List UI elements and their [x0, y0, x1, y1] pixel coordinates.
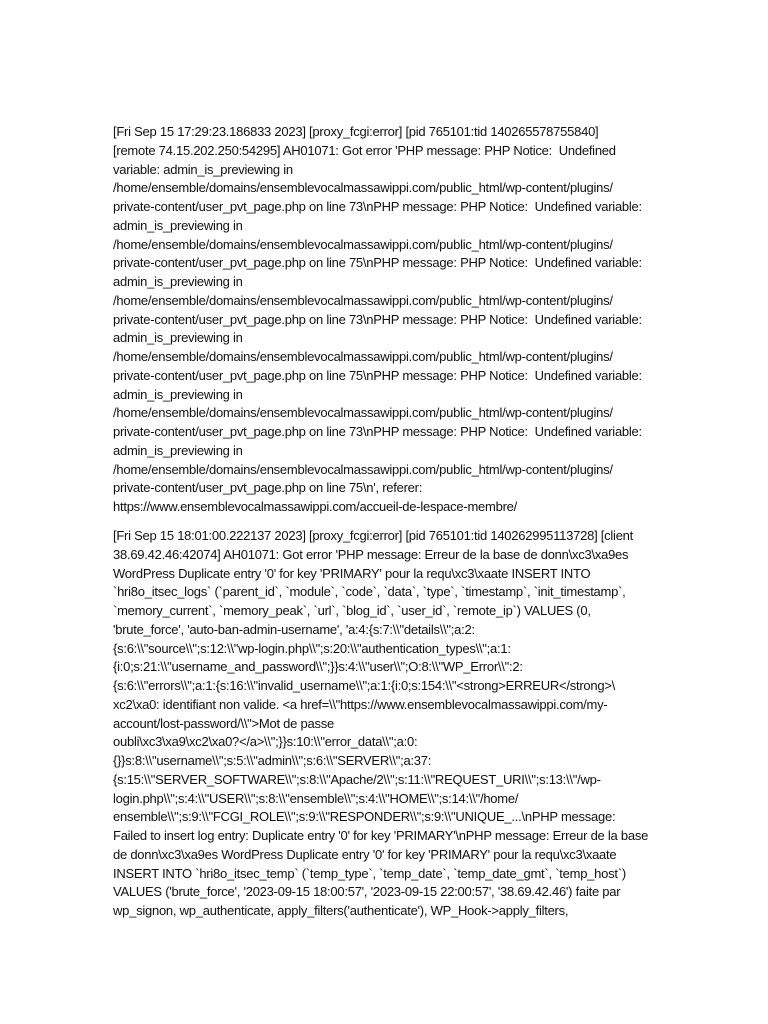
log-line: oubli\xc3\xa9\xc2\xa0?</a>\\";}}s:10:\\"error_data\\";a:0:: [113, 734, 418, 750]
log-line: INSERT INTO `hri8o_itsec_temp` (`temp_type`, `temp_date`, `temp_date_gmt`, `temp_host`): [113, 865, 626, 881]
log-line: 'brute_force', 'auto-ban-admin-username', 'a:4:{s:7:\\"details\\";a:2:: [113, 621, 475, 637]
log-line: {}}s:8:\\"username\\";s:5:\\"admin\\";s:6:\\"SERVER\\";a:37:: [113, 753, 432, 768]
log-line: login.php\\";s:4:\\"USER\\";s:8:\\"ensemble\\";s:4:\\"HOME\\";s:14:\\"/home/: [113, 790, 519, 806]
log-line: private-content/user_pvt_page.php on line 73\nPHP message: PHP Notice: Undefined variable:: [113, 311, 642, 327]
log-line: Failed to insert log entry: Duplicate entry '0' for key 'PRIMARY'\nPHP message: Erreur de la base: [113, 828, 649, 843]
log-line: private-content/user_pvt_page.php on line 73\nPHP message: PHP Notice: Undefined variable:: [113, 199, 642, 214]
log-line: /home/ensemble/domains/ensemblevocalmassawippi.com/public_html/wp-content/plugins/: [113, 349, 613, 364]
log-line: {s:6:\\"source\\";s:12:\\"wp-login.php\\";s:20:\\"authentication_types\\";a:1:: [113, 640, 511, 656]
log-line: {s:6:\\"errors\\";a:1:{s:16:\\"invalid_username\\";a:1:{i:0;s:154:\\"<strong>ERREUR</strong>\: [113, 678, 616, 693]
log-line: admin_is_previewing in: [113, 217, 243, 233]
log-line: 38.69.42.46:42074] AH01071: Got error 'PHP message: Erreur de la base de donn\xc3\xa9es: [113, 546, 629, 562]
log-line: wp_signon, wp_authenticate, apply_filters('authenticate'), WP_Hook->apply_filters,: [113, 903, 569, 918]
log-line: private-content/user_pvt_page.php on line 75\nPHP message: PHP Notice: Undefined variable:: [113, 367, 642, 383]
log-line: [Fri Sep 15 17:29:23.186833 2023] [proxy_fcgi:error] [pid 765101:tid 140265578755840]: [113, 124, 599, 139]
log-line: admin_is_previewing in: [113, 386, 243, 402]
log-line: xc2\xa0: identifiant non valide. <a href=\\"https://www.ensemblevocalmassawippi.com/my-: [113, 696, 608, 712]
log-line: admin_is_previewing in: [113, 274, 243, 289]
log-line: {i:0;s:21:\\"username_and_password\\";}}s:4:\\"user\\";O:8:\\"WP_Error\\":2:: [113, 659, 523, 675]
log-line: /home/ensemble/domains/ensemblevocalmassawippi.com/public_html/wp-content/plugins/: [113, 461, 613, 477]
log-line: /home/ensemble/domains/ensemblevocalmassawippi.com/public_html/wp-content/plugins/: [113, 405, 613, 421]
log-line: [remote 74.15.202.250:54295] AH01071: Got error 'PHP message: PHP Notice: Undefined: [113, 142, 616, 158]
log-line: `hri8o_itsec_logs` (`parent_id`, `module`, `code`, `data`, `type`, `timestamp`, `init_timestamp`,: [113, 584, 626, 600]
log-line: de donn\xc3\xa9es WordPress Duplicate entry '0' for key 'PRIMARY' pour la requ\xc3\xaate: [113, 846, 617, 862]
log-line: [Fri Sep 15 18:01:00.222137 2023] [proxy_fcgi:error] [pid 765101:tid 140262995113728] [client: [113, 528, 634, 543]
log-line: /home/ensemble/domains/ensemblevocalmassawippi.com/public_html/wp-content/plugins/: [113, 180, 613, 196]
log-line: ensemble\\";s:9:\\"FCGI_ROLE\\";s:9:\\"RESPONDER\\";s:9:\\"UNIQUE_...\nPHP message:: [113, 809, 616, 825]
log-line: https://www.ensemblevocalmassawippi.com/accueil-de-lespace-membre/: [113, 499, 518, 514]
log-line: private-content/user_pvt_page.php on line 73\nPHP message: PHP Notice: Undefined variable:: [113, 424, 642, 439]
log-line: /home/ensemble/domains/ensemblevocalmassawippi.com/public_html/wp-content/plugins/: [113, 292, 613, 308]
log-line: admin_is_previewing in: [113, 442, 243, 458]
log-line: variable: admin_is_previewing in: [113, 161, 293, 177]
log-line: private-content/user_pvt_page.php on line 75\nPHP message: PHP Notice: Undefined variable:: [113, 255, 642, 271]
log-line: `memory_current`, `memory_peak`, `url`, `blog_id`, `user_id`, `remote_ip`) VALUES (0,: [113, 603, 591, 618]
log-entry-2: [113, 527, 768, 921]
log-entry-1: [113, 123, 768, 517]
log-line: VALUES ('brute_force', '2023-09-15 18:00:57', '2023-09-15 22:00:57', '38.69.42.46') faite par: [113, 884, 621, 900]
log-line: {s:15:\\"SERVER_SOFTWARE\\";s:8:\\"Apache/2\\";s:11:\\"REQUEST_URI\\";s:13:\\"/wp-: [113, 771, 601, 787]
log-line: /home/ensemble/domains/ensemblevocalmassawippi.com/public_html/wp-content/plugins/: [113, 236, 613, 252]
log-line: WordPress Duplicate entry '0' for key 'PRIMARY' pour la requ\xc3\xaate INSERT INTO: [113, 565, 591, 581]
log-line: admin_is_previewing in: [113, 330, 243, 346]
log-line: account/lost-password/\\">Mot de passe: [113, 715, 334, 731]
log-line: private-content/user_pvt_page.php on line 75\n', referer:: [113, 480, 423, 496]
